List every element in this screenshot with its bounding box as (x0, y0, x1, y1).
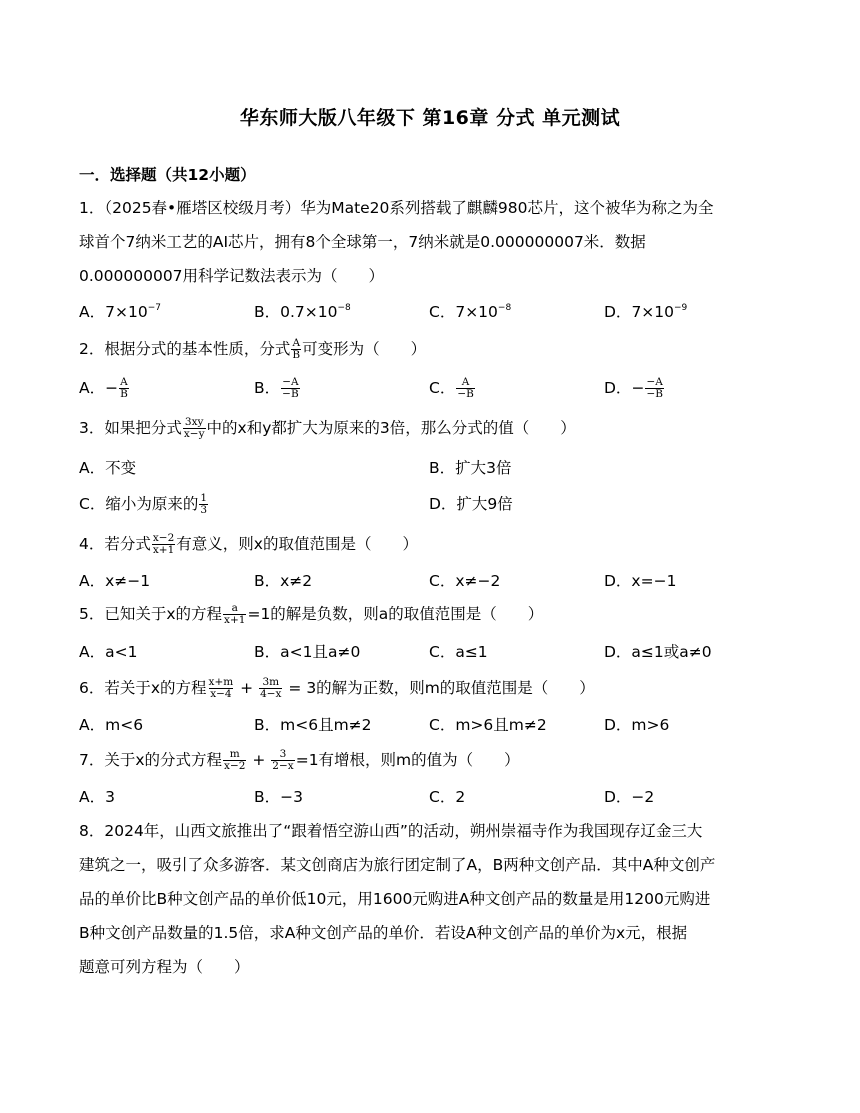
q1-option-a: A．$7\times 10^{-7}$ (79, 303, 161, 321)
q1-text-line1: 1．（2025春•雁塔区校级月考）华为Mate20系列搭载了麒麟980芯片，这个被华为称之为全 (79, 199, 714, 217)
section-heading: 一．选择题（共12小题） (79, 166, 256, 184)
q2-option-a: A．− $\frac{A}{B}$ (79, 376, 128, 400)
q2-option-c: C． $\frac{A}{-B}$ (429, 376, 474, 400)
q7-option-b: B．−3 (254, 788, 303, 806)
q4-option-c: C．x≠−2 (429, 572, 501, 590)
q1-option-b: B．$0.7\times 10^{-8}$ (254, 303, 351, 321)
q2-option-b: B． $\frac{-A}{-B}$ (254, 376, 299, 400)
q1-text-line3: 0.000000007用科学记数法表示为（ ） (79, 267, 385, 285)
q6-option-c: C．m>6且m≠2 (429, 716, 547, 734)
q8-text-line3: 品的单价比B种文创产品的单价低10元，用1600元购进A种文创产品的数量是用1200元购进 (79, 890, 711, 908)
q5-option-b: B．a<1且a≠0 (254, 643, 361, 661)
q4-fraction: $\frac{x-2}{x+1}$ (152, 532, 175, 556)
q8-text-line2: 建筑之一，吸引了众多游客．某文创商店为旅行团定制了A，B两种文创产品．其中A种文创产 (79, 856, 716, 874)
q1-option-c: C．$7\times 10^{-8}$ (429, 303, 512, 321)
q4-option-d: D．x=−1 (604, 572, 677, 590)
q7-option-d: D．−2 (604, 788, 655, 806)
q1-option-d: D．$7\times 10^{-9}$ (604, 303, 688, 321)
q4-text: 4．若分式 $\frac{x-2}{x+1}$ 有意义，则x的取值范围是（ ） (79, 532, 418, 556)
q3-option-a: A．不变 (79, 459, 137, 477)
q6-option-a: A．m<6 (79, 716, 144, 734)
q8-text-line1: 8．2024年，山西文旅推出了“跟着悟空游山西”的活动，朔州崇福寺作为我国现存辽金三大 (79, 822, 703, 840)
q4-option-b: B．x≠2 (254, 572, 313, 590)
q5-fraction: $\frac{a}{x+1}$ (224, 602, 246, 626)
q3-option-d: D．扩大9倍 (429, 495, 513, 513)
q5-option-c: C．a≤1 (429, 643, 488, 661)
q5-text: 5．已知关于x的方程 $\frac{a}{x+1}$ =1的解是负数，则a的取值范围是（ ） (79, 602, 544, 626)
q1-text-line2: 球首个7纳米工艺的AI芯片，拥有8个全球第一，7纳米就是0.000000007米．数据 (79, 233, 646, 251)
q7-text: 7．关于x的分式方程 $\frac{m}{x-2}$ + $\frac{3}{2-x}$ =1有增根，则m的值为（ ） (79, 748, 520, 772)
q5-option-d: D．a≤1或a≠0 (604, 643, 712, 661)
q6-option-d: D．m>6 (604, 716, 670, 734)
page-title: 华东师大版八年级下 第16章 分式 单元测试 (239, 107, 621, 129)
q2-text: 2．根据分式的基本性质，分式 $\frac{A}{B}$ 可变形为（ ） (79, 337, 427, 361)
q6-text: 6．若关于x的方程 $\frac{x+m}{x-4}$ + $\frac{3m}{4-x}$ = 3的解为正数，则m的取值范围是（ ） (79, 676, 595, 700)
q7-option-a: A．3 (79, 788, 115, 806)
q8-text-line4: B种文创产品数量的1.5倍，求A种文创产品的单价．若设A种文创产品的单价为x元，根据 (79, 924, 688, 942)
q6-option-b: B．m<6且m≠2 (254, 716, 372, 734)
q8-text-line5: 题意可列方程为（ ） (79, 958, 250, 976)
q2-fraction: $\frac{A}{B}$ (292, 337, 301, 361)
q3-fraction: $\frac{3xy}{x-y}$ (183, 416, 205, 440)
q5-option-a: A．a<1 (79, 643, 138, 661)
q3-option-c: C．缩小为原来的 $\frac{1}{3}$ (79, 492, 208, 516)
q2-option-d: D．− $\frac{-A}{-B}$ (604, 376, 663, 400)
q7-fraction-1: $\frac{m}{x-2}$ (224, 748, 246, 772)
q7-fraction-2: $\frac{3}{2-x}$ (272, 748, 294, 772)
q6-fraction-2: $\frac{3m}{4-x}$ (260, 676, 282, 700)
q7-option-c: C．2 (429, 788, 466, 806)
q3-option-b: B．扩大3倍 (429, 459, 512, 477)
q4-option-a: A．x≠−1 (79, 572, 151, 590)
q6-fraction-1: $\frac{x+m}{x-4}$ (208, 676, 234, 700)
q3-text: 3．如果把分式 $\frac{3xy}{x-y}$ 中的x和y都扩大为原来的3倍，那么分式的值（ ） (79, 416, 576, 440)
